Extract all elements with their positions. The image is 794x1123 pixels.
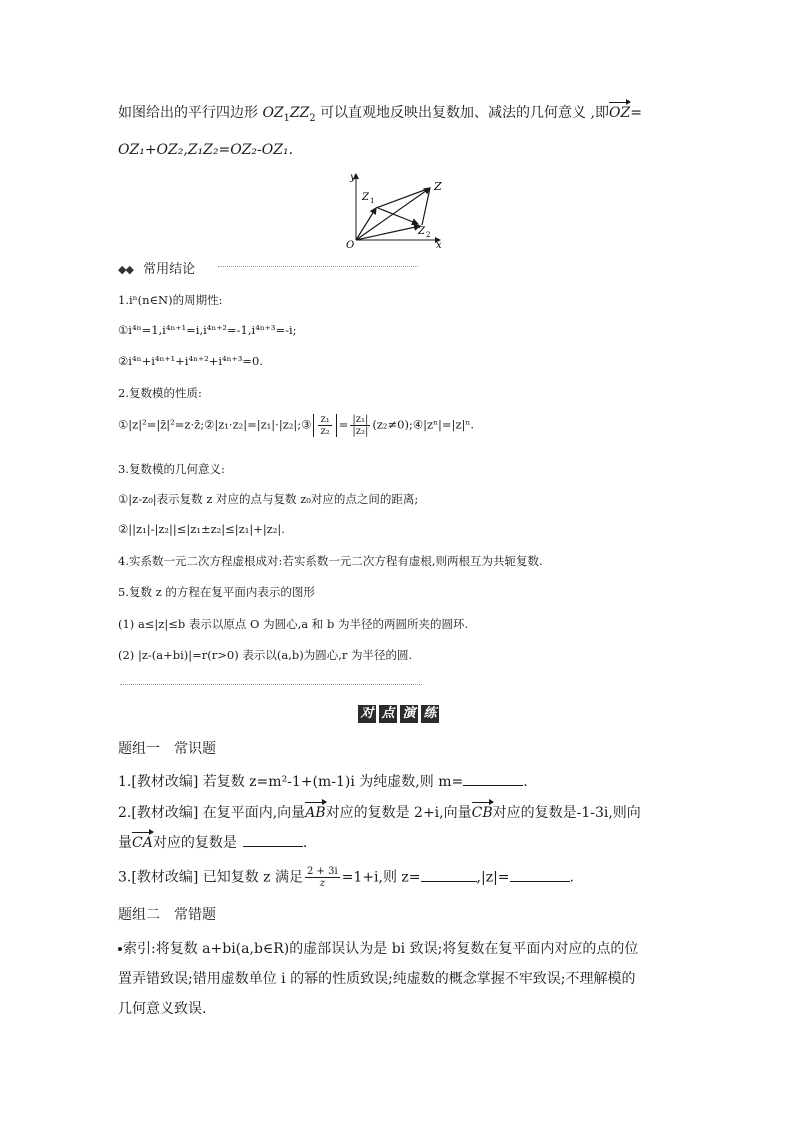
modulus-properties-2: (z₂≠0);④|zⁿ|=|z|ⁿ. — [372, 417, 475, 432]
label-z1-sub: 1 — [370, 197, 375, 205]
frac-num-2: |z₁| — [352, 414, 369, 425]
label-x: x — [436, 240, 442, 250]
bullet-icon — [118, 947, 122, 951]
index-line-1 — [118, 938, 678, 958]
intro-text-2: 可以直观地反映出复数加、减法的几何意义 ,即 — [320, 105, 609, 121]
answer-blank[interactable] — [421, 869, 477, 882]
index-text-1: 将复数 a+bi(a,b∈R)的虚部误认为是 bi 致误;将复数在复平面内对应的点的位 — [155, 941, 639, 957]
intro-eq: = — [630, 105, 642, 121]
frac-den-2: |z₂| — [352, 426, 369, 437]
vector-cb: CB — [471, 805, 493, 821]
label-y: y — [350, 172, 356, 183]
banner-char: 点 — [379, 705, 397, 723]
conclusion-4: 4.实系数一元二次方程虚根成对:若实系数一元二次方程有虚根,则两根互为共轭复数. — [118, 554, 543, 568]
period: . — [523, 774, 528, 790]
index-line-2: 置弄错致误;错用虚数单位 i 的幂的性质致误;纯虚数的概念掌握不牢致误;不理解模的 — [118, 971, 636, 987]
index-label: 索引: — [123, 941, 156, 957]
frac-den: z — [319, 878, 325, 889]
conclusion-3: 3.复数模的几何意义: — [118, 462, 225, 476]
answer-blank[interactable] — [510, 869, 570, 882]
question-2-text-c: 对应的复数是-1-3i,则向 — [492, 805, 641, 821]
banner-char: 演 — [400, 705, 418, 723]
intro-sub1: 1 — [283, 112, 290, 124]
intro-sub2: 2 — [309, 112, 316, 124]
frac-den: z₂ — [320, 426, 330, 437]
conclusion-2a — [118, 414, 678, 437]
diamond-icon: ◆◆ — [118, 263, 133, 276]
question-2 — [118, 802, 678, 822]
vector-ca: CA — [132, 835, 153, 851]
group2-title: 题组二 常错题 — [118, 907, 216, 923]
index-line-3: 几何意义致误. — [118, 1001, 207, 1017]
question-3 — [118, 866, 678, 889]
question-3-text-c: ,|z|= — [476, 869, 510, 886]
period: . — [569, 869, 574, 886]
label-z: Z — [434, 180, 442, 193]
conclusion-5a: (1) a≤|z|≤b 表示以原点 O 为圆心,a 和 b 为半径的两圆所夹的圆环. — [118, 617, 469, 631]
conclusions-heading — [118, 258, 418, 278]
fraction — [350, 414, 370, 437]
vector-ab: AB — [305, 805, 326, 821]
conclusion-2: 2.复数模的性质: — [118, 386, 202, 400]
section-divider — [120, 684, 422, 685]
conclusion-1b: ②i⁴ⁿ+i⁴ⁿ⁺¹+i⁴ⁿ⁺²+i⁴ⁿ⁺³=0. — [118, 354, 263, 368]
label-z2: Z — [418, 226, 425, 237]
question-2-text-d: 量 — [118, 835, 132, 851]
fraction — [305, 866, 340, 889]
section-title: 常用结论 — [143, 262, 196, 277]
modulus-properties: ①|z|²=|z̄|²=z·z̄;②|z₁·z₂|=|z₁|·|z₂|;③ — [118, 417, 312, 432]
question-1 — [118, 771, 678, 791]
label-o: O — [346, 240, 355, 250]
conclusion-1: 1.iⁿ(n∈N)的周期性: — [118, 293, 223, 307]
question-3-text-b: =1+i,则 z= — [341, 869, 421, 886]
vector-oz: OZ — [608, 105, 631, 121]
conclusion-3a: ①|z-z₀|表示复数 z 对应的点与复数 z₀对应的点之间的距离; — [118, 492, 419, 506]
heading-divider — [218, 266, 418, 267]
conclusion-3b: ②||z₁|-|z₂||≤|z₁±z₂|≤|z₁|+|z₂|. — [118, 522, 285, 536]
conclusion-5: 5.复数 z 的方程在复平面内表示的图形 — [118, 585, 315, 599]
frac-num: 2 + 3i — [307, 866, 338, 877]
question-2-text-e: 对应的复数是 — [152, 835, 237, 851]
period: . — [302, 835, 308, 851]
question-3-text: 3.[教材改编] 已知复数 z 满足 — [118, 869, 304, 886]
eq-sign: = — [338, 417, 349, 432]
conclusion-5b: (2) |z-(a+bi)|=r(r>0) 表示以(a,b)为圆心,r 为半径的圆. — [118, 648, 413, 662]
question-2-text-b: 对应的复数是 2+i,向量 — [325, 805, 472, 821]
label-z2-sub: 2 — [426, 231, 431, 239]
question-1-text: 1.[教材改编] 若复数 z=m²-1+(m-1)i 为纯虚数,则 m= — [118, 774, 464, 790]
practice-banner — [358, 705, 439, 723]
vector-equation: OZ₁+OZ₂,Z₁Z₂=OZ₂-OZ₁. — [118, 142, 294, 158]
intro-oz: OZ — [262, 105, 284, 121]
vector-oz1 — [356, 208, 376, 240]
intro-line-1 — [118, 102, 678, 124]
banner-char: 对 — [358, 705, 376, 723]
intro-zz: ZZ — [289, 105, 310, 121]
question-2-text: 2.[教材改编] 在复平面内,向量 — [118, 805, 306, 821]
label-z1: Z — [362, 192, 369, 203]
answer-blank[interactable] — [463, 773, 523, 786]
conclusion-1a: ①i⁴ⁿ=1,i⁴ⁿ⁺¹=i,i⁴ⁿ⁺²=-1,i⁴ⁿ⁺³=-i; — [118, 323, 297, 337]
group1-title: 题组一 常识题 — [118, 741, 216, 757]
question-2-cont — [118, 832, 678, 852]
abs-fraction — [313, 414, 336, 437]
banner-char: 练 — [421, 705, 439, 723]
side-z2z — [422, 188, 430, 225]
parallelogram-figure — [342, 168, 454, 250]
intro-line-2 — [118, 142, 678, 158]
intro-text: 如图给出的平行四边形 — [118, 105, 258, 121]
answer-blank[interactable] — [243, 834, 303, 847]
side-z1z — [376, 188, 430, 208]
frac-num: z₁ — [320, 414, 330, 425]
